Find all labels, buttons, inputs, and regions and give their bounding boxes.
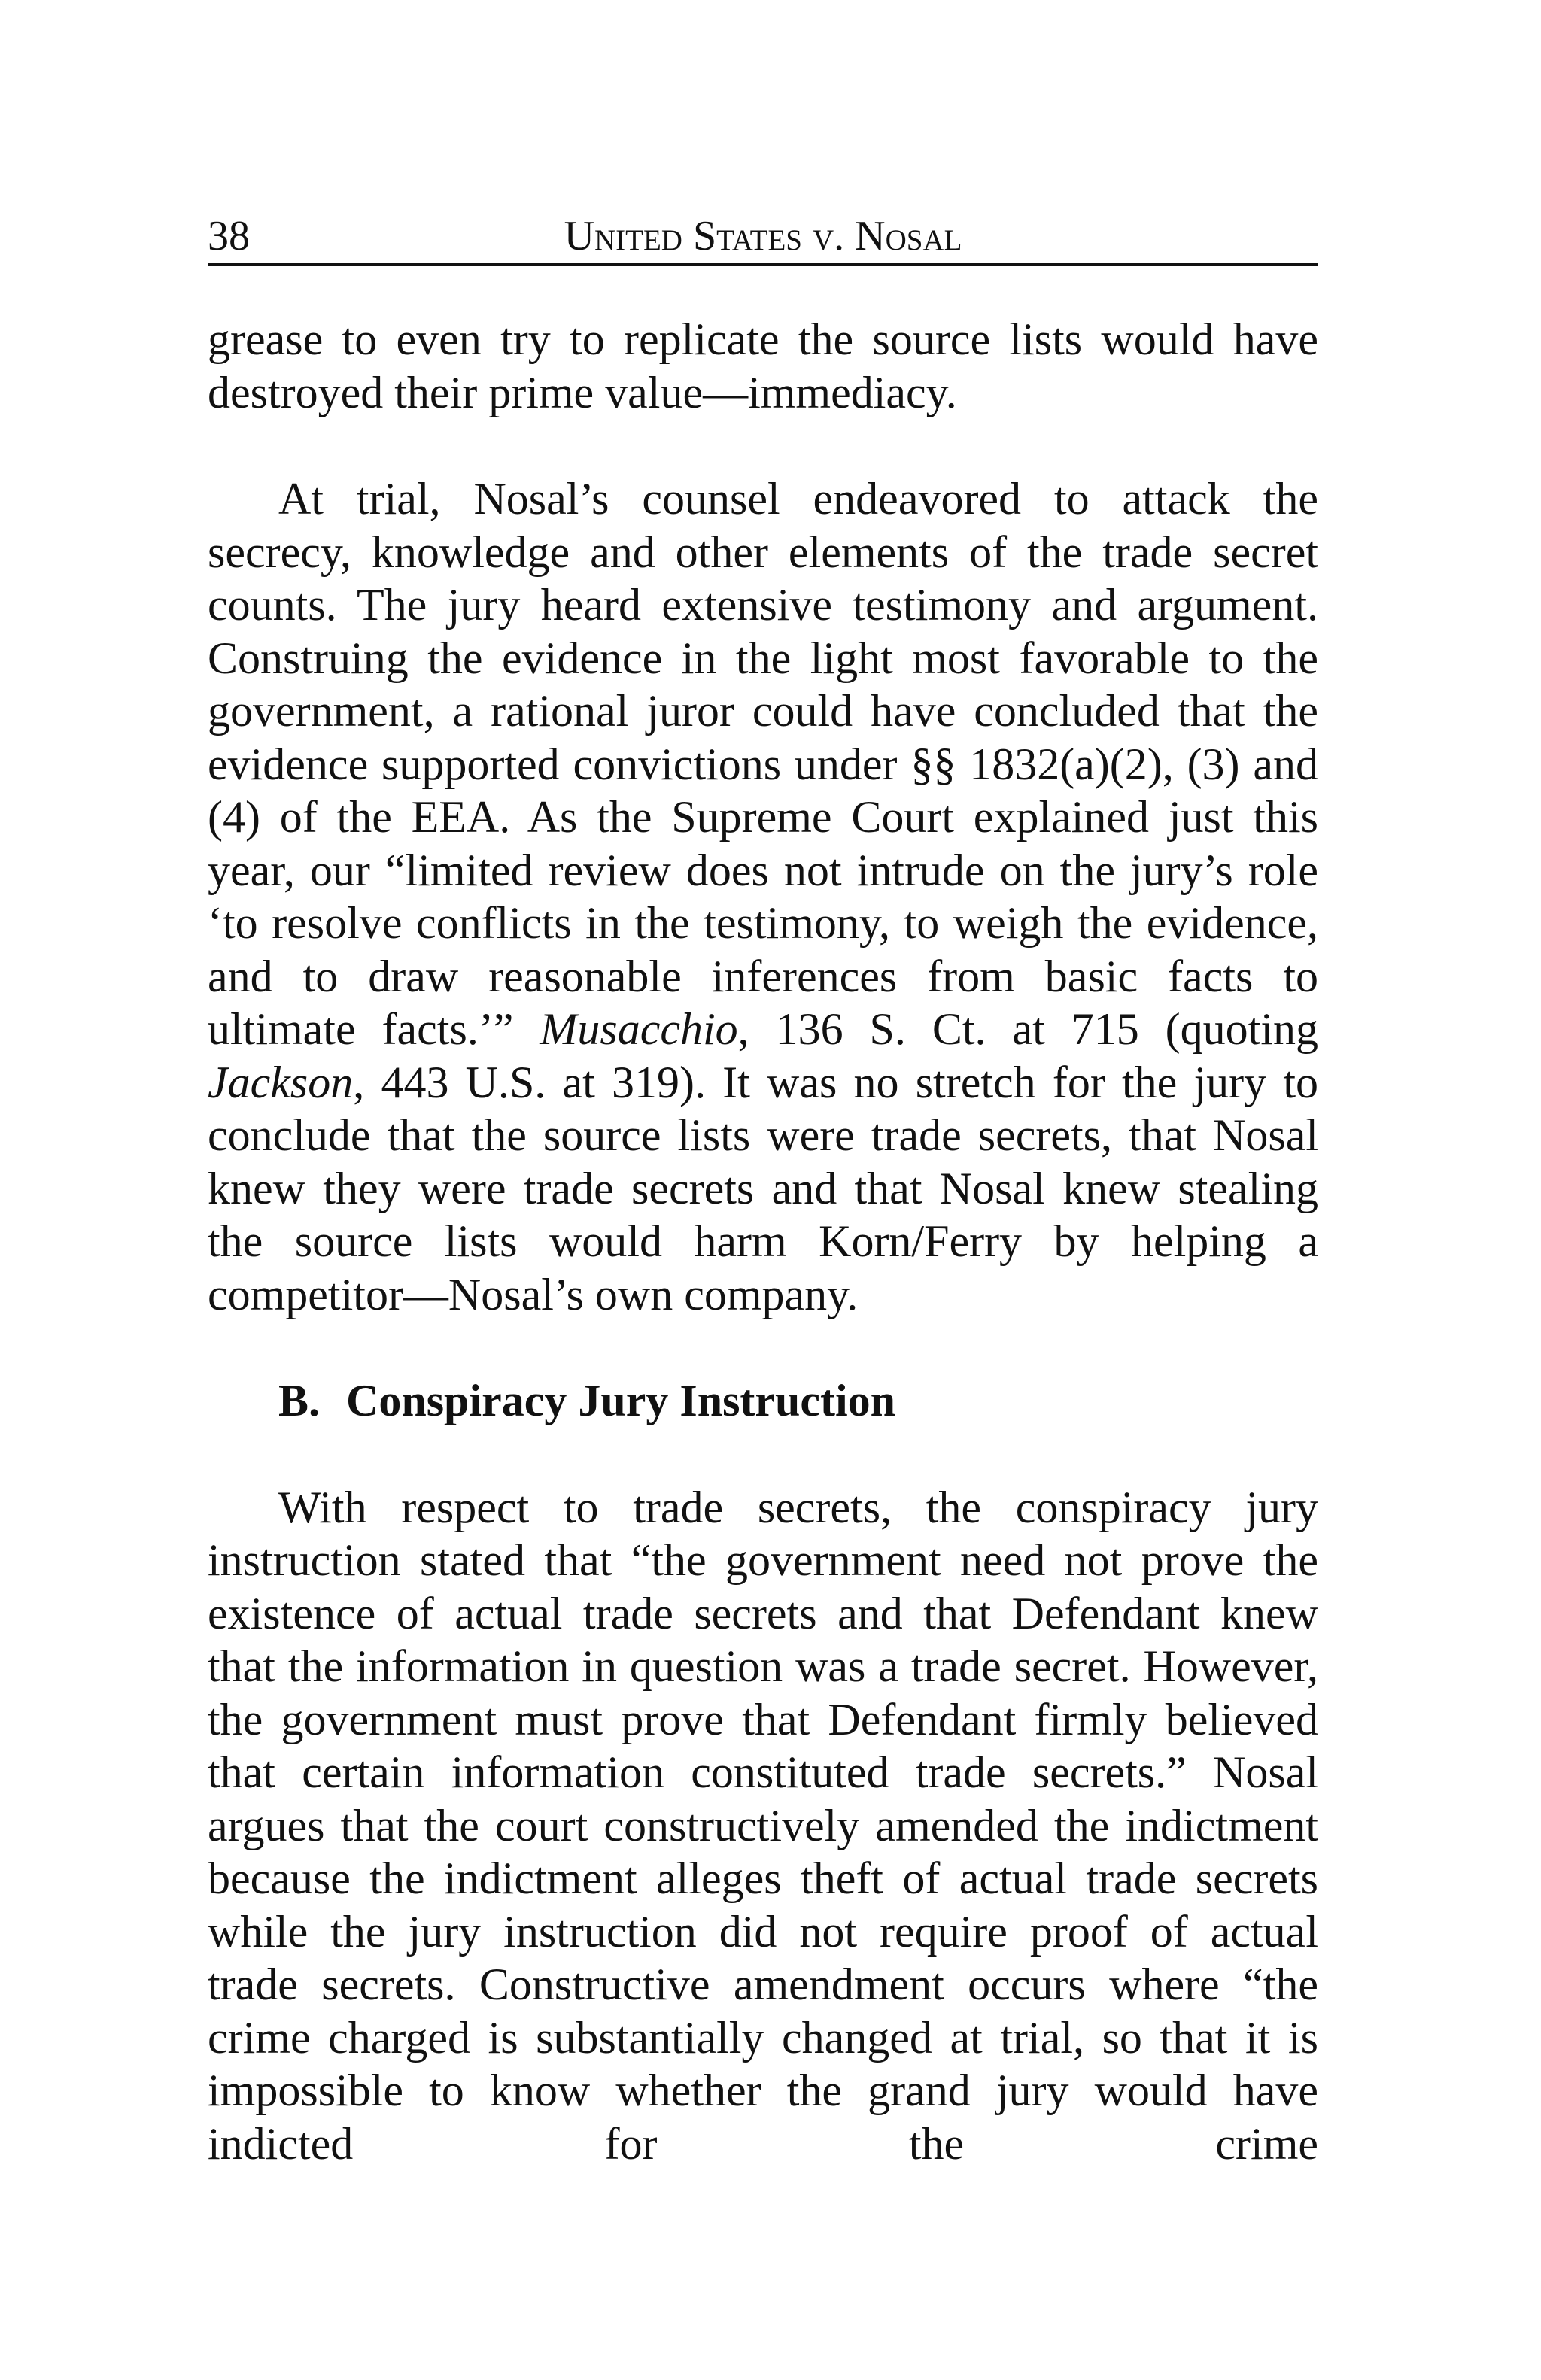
section-heading-letter: B. <box>278 1376 321 1425</box>
paragraph-gap <box>208 1428 1318 1481</box>
paragraph-trial <box>208 472 1318 1321</box>
paragraph-gap <box>208 1321 1318 1374</box>
paragraph-text: , 443 U.S. at 319). It was no stretch for the jury to conclude that the source lists were trade secrets, that Nosal knew they were trade secrets and that Nosal knew stealing the source lists would harm Korn/Ferry by helping a competitor—Nosal’s own company. <box>208 1057 1318 1319</box>
paragraph-continued: grease to even try to replicate the source lists would have destroyed their prime value—immediacy. <box>208 314 1318 417</box>
section-heading <box>208 1374 1318 1428</box>
case-citation-jackson: Jackson <box>208 1057 354 1107</box>
page-number: 38 <box>208 213 250 260</box>
page-header <box>208 209 1318 266</box>
paragraph-gap <box>208 419 1318 472</box>
section-heading-title: Conspiracy Jury Instruction <box>346 1376 896 1425</box>
running-head: United States v. Nosal <box>564 213 962 260</box>
paragraph-text: At trial, Nosal’s counsel endeavored to attack the secrecy, knowledge and other elements of the trade secret counts. The jury heard extensive testimony and argument. Construing the evidence in the light most favorable to the government, a rational juror could have concluded that the evidence supported convictions under §§ 1832(a)(2), (3) and (4) of the EEA. As the Supreme Court explained just this year, our “limited review does not intrude on the jury’s role ‘to resolve conflicts in the testimony, to weigh the evidence, and to draw reasonable inferences from basic facts to ultimate facts.’” <box>208 474 1318 1054</box>
case-citation-musacchio: Musacchio <box>540 1004 738 1054</box>
paragraph-conspiracy: With respect to trade secrets, the conspiracy jury instruction stated that “the government need not prove the existence of actual trade secrets and that Defendant knew that the information in question was a trade secret. However, the government must prove that Defendant firmly believed that certain information constituted trade secrets.” Nosal argues that the court constructively amended the indictment because the indictment alleges theft of actual trade secrets while the jury instruction did not require proof of actual trade secrets. Constructive amendment occurs where “the crime charged is substantially changed at trial, so that it is impossible to know whether the grand jury would have indicted for the crime <box>208 1482 1318 2169</box>
paragraph-text: , 136 S. Ct. at 715 (quoting <box>737 1004 1318 1054</box>
page-body <box>208 313 1318 2170</box>
